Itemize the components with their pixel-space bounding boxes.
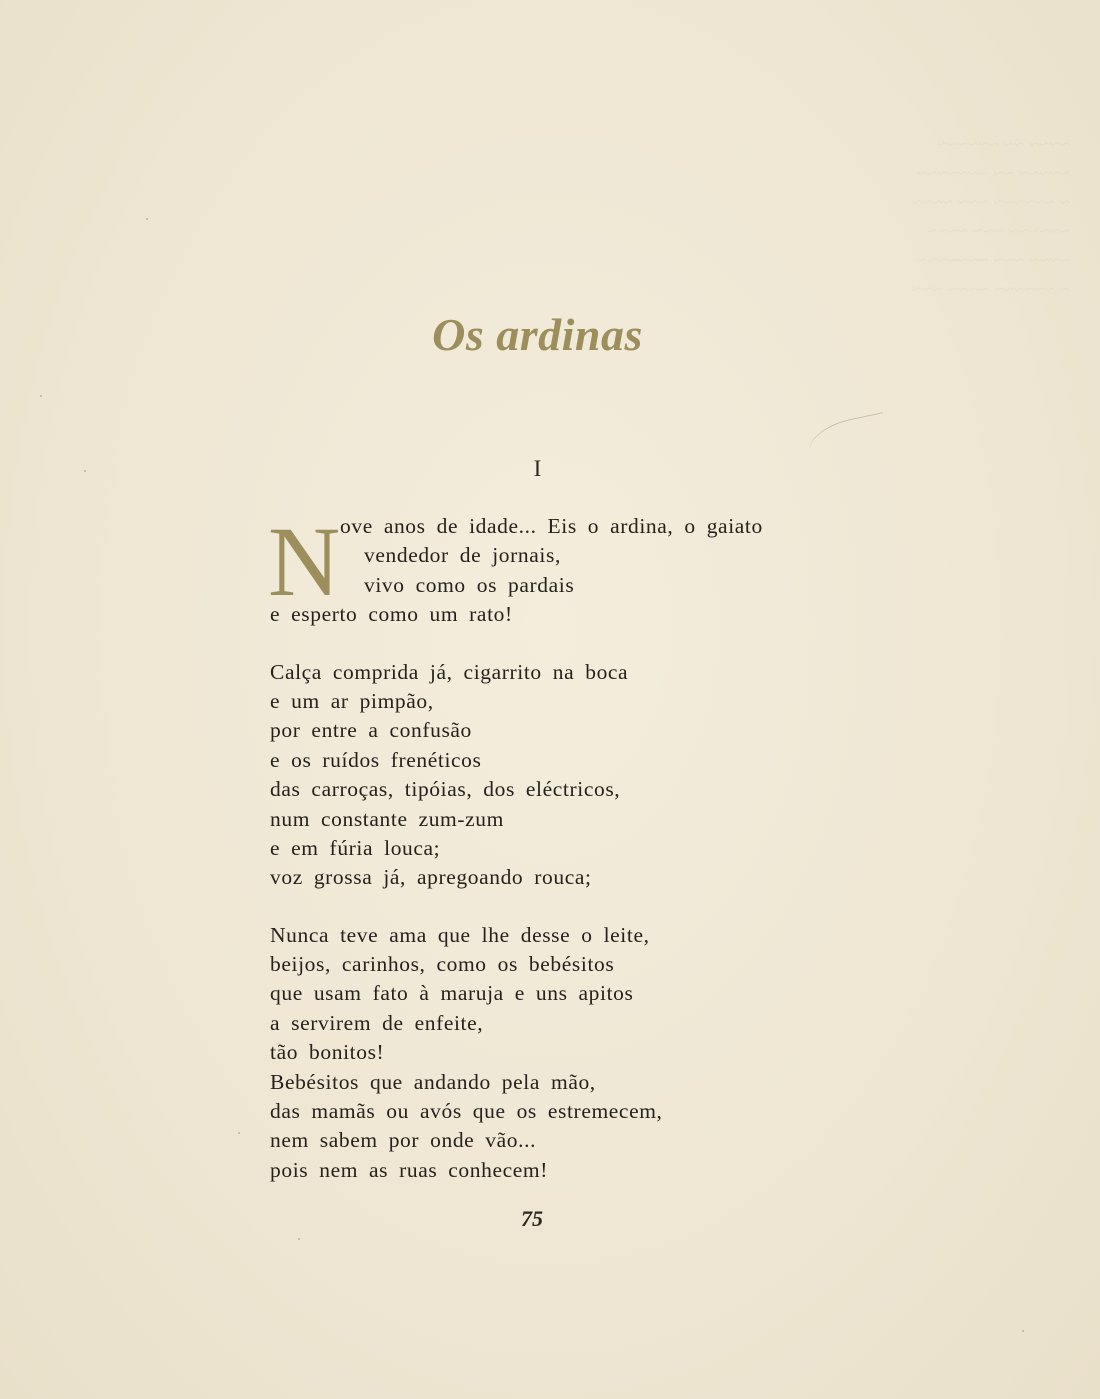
paper-speck (84, 470, 86, 472)
paper-speck (298, 1238, 300, 1240)
poem-line: vendedor de jornais, (364, 543, 561, 568)
poem-line: ove anos de idade... Eis o ardina, o gaiato (340, 514, 763, 538)
poem-line: das mamãs ou avós que os estremecem, (270, 1099, 663, 1124)
poem-line: voz grossa já, apregoando rouca; (270, 865, 592, 890)
poem-body (268, 506, 830, 1185)
stanza-3 (270, 921, 830, 1186)
paper-speck (238, 1132, 240, 1134)
poem-line: por entre a confusão (270, 718, 472, 743)
poem-line: e esperto como um rato! (270, 602, 513, 627)
poem-line: pois nem as ruas conhecem! (270, 1157, 548, 1182)
poem-line: num constante zum-zum (270, 806, 504, 831)
paper-speck (1022, 1330, 1024, 1332)
poem-line: e um ar pimpão, (270, 688, 434, 713)
stanza-2 (270, 658, 830, 893)
poem-line: Bebésitos que andando pela mão, (270, 1069, 596, 1094)
bleed-through-text: ~~~~ ~~ ~~~~~~ ~~~~~ ~~ ~~~~~~~ ~ ~~~~~~ ~~~ ~~~~ ~~~~~~ ~~~ ~~~~ ~~~~ ~~~ ~~~~~~~ ~ ~~~~~~ ~~~~ ~~~ (911, 134, 1070, 300)
page-number: 75 (521, 1206, 543, 1231)
section-number: I (533, 456, 542, 481)
paper-speck (40, 395, 42, 397)
poem-line: beijos, carinhos, como os bebésitos (270, 952, 615, 977)
poem-line: das carroças, tipóias, dos eléctricos, (270, 777, 621, 802)
poem-line: a servirem de enfeite, (270, 1010, 484, 1035)
poem-line: tão bonitos! (270, 1040, 385, 1065)
poem-line: vivo como os pardais (364, 572, 575, 597)
poem-line: e os ruídos frenéticos (270, 747, 482, 772)
poem-line: e em fúria louca; (270, 835, 441, 860)
stanza-gap (270, 630, 830, 658)
stanza-gap (270, 893, 830, 921)
poem-title: Os ardinas (432, 309, 643, 360)
poem-line: Calça comprida já, cigarrito na boca (270, 659, 629, 684)
drop-cap: N (268, 506, 341, 617)
poem-line: nem sabem por onde vão... (270, 1128, 537, 1153)
poem-line: que usam fato à maruja e uns apitos (270, 981, 634, 1006)
paper-speck (146, 218, 148, 220)
stanza-1 (268, 506, 830, 630)
poem-line: Nunca teve ama que lhe desse o leite, (270, 922, 650, 947)
